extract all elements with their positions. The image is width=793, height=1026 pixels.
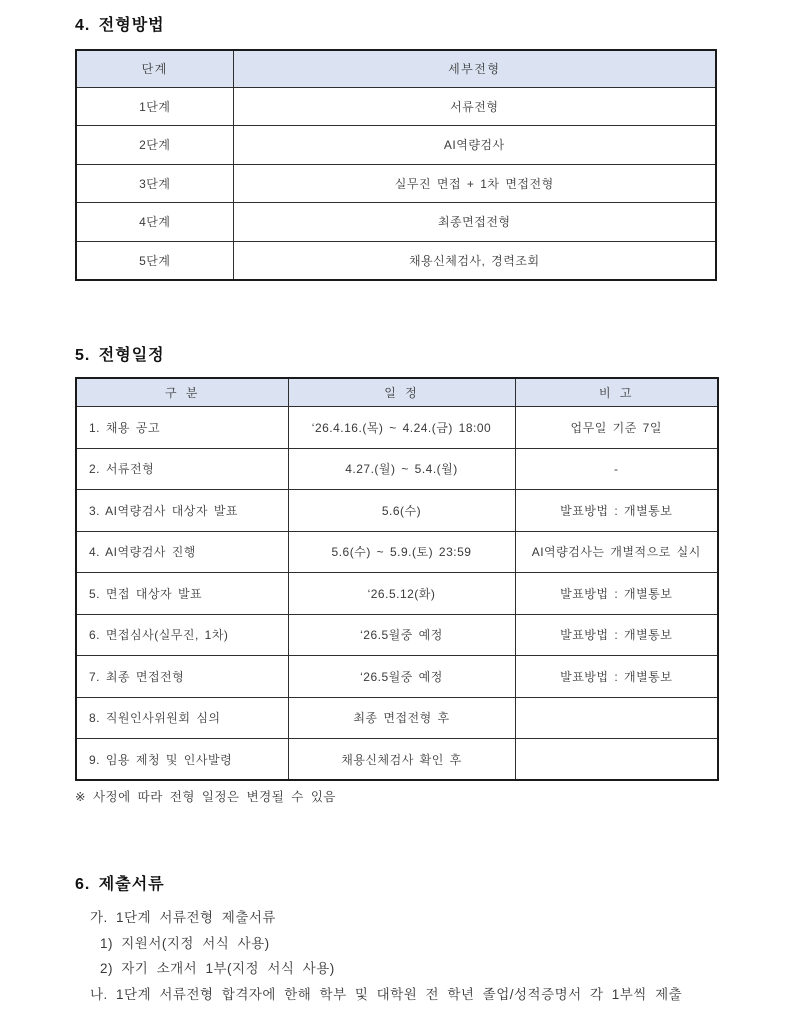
table-cell: 채용신체검사, 경력조회 <box>233 241 716 280</box>
table-cell: 서류전형 <box>233 87 716 126</box>
table-cell: 4. AI역량검사 진행 <box>76 531 288 573</box>
table-cell: - <box>515 448 718 490</box>
table-cell: 4.27.(월) ~ 5.4.(월) <box>288 448 515 490</box>
table-cell: 5. 면접 대상자 발표 <box>76 573 288 615</box>
table-cell: 4단계 <box>76 203 233 242</box>
column-header: 단계 <box>76 50 233 87</box>
table-cell <box>515 739 718 781</box>
section-title-submission-documents: 6. 제출서류 <box>75 876 165 893</box>
table-row <box>76 164 716 203</box>
column-header: 구 분 <box>76 378 288 407</box>
column-header: 세부전형 <box>233 50 716 87</box>
schedule-change-note: ※ 사정에 따라 전형 일정은 변경될 수 있음 <box>75 790 336 804</box>
column-header: 일 정 <box>288 378 515 407</box>
table-row <box>76 614 718 656</box>
table-cell: 2. 서류전형 <box>76 448 288 490</box>
table-cell: AI역량검사는 개별적으로 실시 <box>515 531 718 573</box>
table-cell: 업무일 기준 7일 <box>515 407 718 449</box>
table-cell: ‘26.5월중 예정 <box>288 614 515 656</box>
selection-schedule-table-head <box>76 378 718 407</box>
table-cell: ‘26.5.12(화) <box>288 573 515 615</box>
table-cell: 발표방법 : 개별통보 <box>515 490 718 532</box>
document-line: 가. 1단계 서류전형 제출서류 <box>90 910 276 925</box>
table-row <box>76 573 718 615</box>
table-cell: 발표방법 : 개별통보 <box>515 573 718 615</box>
table-cell: 발표방법 : 개별통보 <box>515 656 718 698</box>
selection-schedule-table-body <box>76 407 718 781</box>
header-row <box>76 50 716 87</box>
section-title-selection-method: 4. 전형방법 <box>75 17 165 34</box>
table-cell: ‘26.5월중 예정 <box>288 656 515 698</box>
document-line: 1) 지원서(지정 서식 사용) <box>100 935 270 951</box>
table-cell: 발표방법 : 개별통보 <box>515 614 718 656</box>
document-line: 2) 자기 소개서 1부(지정 서식 사용) <box>100 961 335 976</box>
document-line: 나. 1단계 서류전형 합격자에 한해 학부 및 대학원 전 학년 졸업/성적증명서 각 1부씩 제출 <box>90 986 683 1002</box>
table-cell: 최종 면접전형 후 <box>288 697 515 739</box>
table-cell: 5단계 <box>76 241 233 280</box>
table-cell: 8. 직원인사위원회 심의 <box>76 697 288 739</box>
section-title-selection-schedule: 5. 전형일정 <box>75 346 165 364</box>
table-row <box>76 241 716 280</box>
table-cell: 5.6(수) ~ 5.9.(토) 23:59 <box>288 531 515 573</box>
table-cell: 최종면접전형 <box>233 203 716 242</box>
submission-documents-list <box>75 905 793 1007</box>
table-cell: 1단계 <box>76 87 233 126</box>
table-row <box>76 448 718 490</box>
header-row <box>76 378 718 407</box>
table-cell <box>515 697 718 739</box>
selection-method-table <box>75 49 717 281</box>
table-row <box>76 531 718 573</box>
table-cell: 채용신체검사 확인 후 <box>288 739 515 781</box>
table-row <box>76 407 718 449</box>
table-cell: AI역량검사 <box>233 126 716 165</box>
table-cell: 6. 면접심사(실무진, 1차) <box>76 614 288 656</box>
table-cell: 9. 임용 제청 및 인사발령 <box>76 739 288 781</box>
selection-schedule-table <box>75 377 719 782</box>
table-cell: 2단계 <box>76 126 233 165</box>
table-cell: 5.6(수) <box>288 490 515 532</box>
table-row <box>76 656 718 698</box>
table-row <box>76 697 718 739</box>
table-cell: 실무진 면접 + 1차 면접전형 <box>233 164 716 203</box>
table-row <box>76 126 716 165</box>
table-row <box>76 87 716 126</box>
table-row <box>76 203 716 242</box>
selection-method-table-head <box>76 50 716 87</box>
table-cell: 7. 최종 면접전형 <box>76 656 288 698</box>
table-cell: ‘26.4.16.(목) ~ 4.24.(금) 18:00 <box>288 407 515 449</box>
table-row <box>76 739 718 781</box>
table-cell: 3단계 <box>76 164 233 203</box>
column-header: 비 고 <box>515 378 718 407</box>
table-row <box>76 490 718 532</box>
table-cell: 1. 채용 공고 <box>76 407 288 449</box>
table-cell: 3. AI역량검사 대상자 발표 <box>76 490 288 532</box>
selection-method-table-body <box>76 87 716 280</box>
